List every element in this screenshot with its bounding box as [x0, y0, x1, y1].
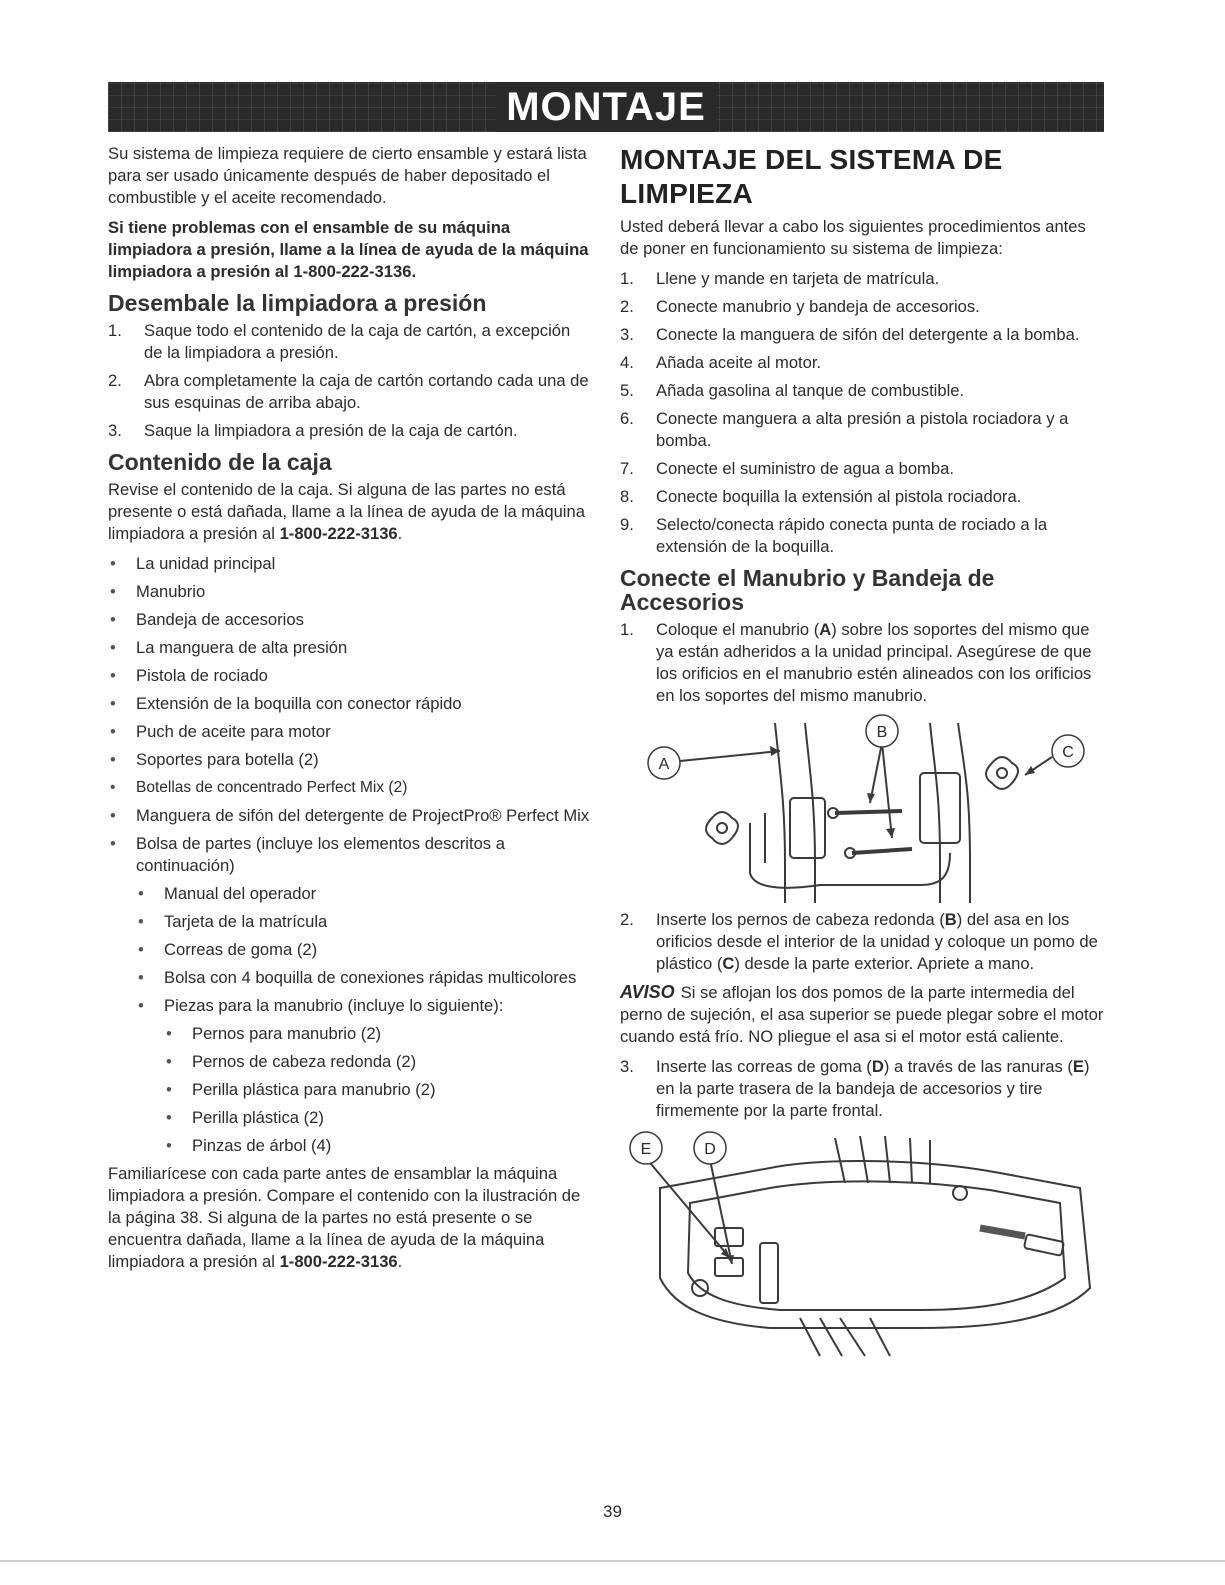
- slot-lower: [715, 1258, 743, 1276]
- scan-edge-divider: [0, 1560, 1225, 1562]
- slot-upper: [715, 1228, 743, 1246]
- unpack-step: 1. Saque todo el contenido de la caja de cartón, a excepción de la limpiadora a presión.: [108, 321, 571, 362]
- assembly-step: 7. Conecte el suministro de agua a bomba.: [620, 459, 954, 478]
- leader-a: [680, 751, 780, 761]
- left-column: [108, 143, 593, 1281]
- list-item-handle-parts: • Piezas para la manubrio (incluye lo siguiente): • Pernos para manubrio (2) • Pernos de cabeza redonda (2) • Perilla plástica para manubrio (2) • Perilla plástica (2) • Pinzas de árbol (4): [136, 995, 593, 1157]
- unpack-steps: [108, 320, 593, 442]
- assembly-intro: Usted deberá llevar a cabo los siguientes procedimientos antes de poner en funcionamiento su sistema de limpieza:: [620, 217, 1086, 258]
- handle-figure: [620, 713, 1105, 903]
- handle-step: 2. Inserte los pernos de cabeza redonda (B) del asa en los orificios desde el interior de la unidad y coloque un pomo de plástico (C) desde la parte exterior. Apriete a mano.: [620, 910, 1098, 973]
- knob-right: [986, 757, 1018, 789]
- label-c: C: [1062, 744, 1074, 761]
- list-item: • Pernos para manubrio (2): [164, 1023, 593, 1045]
- label-d: D: [704, 1141, 716, 1158]
- phone-number: 1-800-222-3136: [279, 1252, 398, 1271]
- assembly-step: 8. Conecte boquilla la extensión al pistola rociadora.: [620, 487, 1022, 506]
- list-item: • La unidad principal: [108, 553, 593, 575]
- handle-steps-2: [620, 909, 1105, 975]
- list-item: • Soportes para botella (2): [108, 749, 593, 771]
- assembly-step: 4. Añada aceite al motor.: [620, 353, 822, 372]
- list-item: • Pernos de cabeza redonda (2): [164, 1051, 593, 1073]
- handle-parts-list: [164, 1023, 593, 1157]
- list-item: • Perilla plástica (2): [164, 1107, 593, 1129]
- leader-b2: [882, 743, 892, 838]
- list-item: • Puch de aceite para motor: [108, 721, 593, 743]
- phone-number: 1-800-222-3136: [279, 524, 398, 543]
- assembly-step: 9. Selecto/conecta rápido conecta punta de rociado a la extensión de la boquilla.: [620, 515, 1048, 556]
- list-item: • Manubrio: [108, 581, 593, 603]
- list-item: • Extensión de la boquilla con conector rápido: [108, 693, 593, 715]
- strap-left: [760, 1243, 778, 1303]
- assembly-steps: [620, 268, 1105, 558]
- strap-right: [1024, 1234, 1064, 1256]
- unpack-step: 2. Abra completamente la caja de cartón cortando cada una de sus esquinas de arriba abajo.: [108, 371, 589, 412]
- list-item: • Bolsa con 4 boquilla de conexiones rápidas multicolores: [136, 967, 593, 989]
- familiarize-paragraph: Familiarícese con cada parte antes de ensamblar la máquina limpiadora a presión. Compare el contenido con la ilustración de la página 38. Si alguna de la partes no está presente o se encuentra dañada, llame a la línea de ayuda de la máquina limpiadora a presión al 1-800-222-3136.: [108, 1164, 581, 1271]
- parts-bag-list: [136, 883, 593, 1157]
- assembly-step: 5. Añada gasolina al tanque de combustible.: [620, 381, 965, 400]
- assembly-step: 2. Conecte manubrio y bandeja de accesorios.: [620, 297, 980, 316]
- section-banner: [108, 82, 1104, 132]
- unpack-step: 3. Saque la limpiadora a presión de la caja de cartón.: [108, 421, 518, 440]
- assembly-step: 1. Llene y mande en tarjeta de matrícula.: [620, 269, 940, 288]
- bolt-upper: [835, 811, 902, 813]
- list-item: • Perilla plástica para manubrio (2): [164, 1079, 593, 1101]
- list-item: • Pistola de rociado: [108, 665, 593, 687]
- assembly-heading: MONTAJE DEL SISTEMA DE LIMPIEZA: [620, 144, 1003, 209]
- handle-steps-3: [620, 1056, 1105, 1122]
- handle-step: 1. Coloque el manubrio (A) sobre los soportes del mismo que ya están adheridos a la unidad principal. Asegúrese de que los orificios en el manubrio estén alineados con los orificios en los soportes del mismo manubrio.: [620, 620, 1092, 705]
- handle-tube-right: [930, 723, 940, 903]
- list-item-parts-bag: • Bolsa de partes (incluye los elementos descritos a continuación) • Manual del operador • Tarjeta de la matrícula • Correas de goma (2) • Bolsa con 4 boquilla de conexiones rápidas multicolores • Piezas para la manubrio (incluye lo siguiente): • Pernos para manubrio (2) • Pernos de cabeza redonda (2) • Perilla plástica para manubrio (2) • Perilla plástica (2) • Pinzas de árbol (4): [108, 833, 593, 1157]
- page-number: 39: [603, 1502, 622, 1521]
- right-column: [620, 143, 1105, 1364]
- label-b: B: [876, 724, 888, 741]
- assembly-step: 6. Conecte manguera a alta presión a pistola rociadora y a bomba.: [620, 409, 1069, 450]
- intro-paragraph: Su sistema de limpieza requiere de cierto ensamble y estará lista para ser usado únicamente después de haber depositado el combustible y el aceite recomendado.: [108, 144, 587, 207]
- box-contents-heading: Contenido de la caja: [108, 449, 332, 475]
- bolt-lower: [852, 849, 912, 853]
- list-item: • Bandeja de accesorios: [108, 609, 593, 631]
- tray-figure: [620, 1128, 1105, 1358]
- knob-left: [706, 812, 738, 844]
- list-item: • Manguera de sifón del detergente de ProjectPro® Perfect Mix: [108, 805, 593, 827]
- banner-title: MONTAJE: [496, 82, 716, 132]
- list-item: • Botellas de concentrado Perfect Mix (2): [108, 777, 593, 799]
- bracket-left: [790, 798, 825, 858]
- notice-paragraph: AVISO Si se aflojan los dos pomos de la parte intermedia del perno de sujeción, el asa superior se puede plegar sobre el motor cuando está frío. NO pliegue el asa si el motor está caliente.: [620, 982, 1104, 1046]
- list-item: • Tarjeta de la matrícula: [136, 911, 593, 933]
- assembly-step: 3. Conecte la manguera de sifón del detergente a la bomba.: [620, 325, 1080, 344]
- label-a: A: [658, 756, 670, 773]
- handle-steps-1: [620, 619, 1105, 707]
- help-line-paragraph: Si tiene problemas con el ensamble de su máquina limpiadora a presión, llame a la línea de ayuda de la máquina limpiadora a presión al 1-800-222-3136.: [108, 218, 589, 281]
- contents-list: [108, 553, 593, 1157]
- list-item: • Pinzas de árbol (4): [164, 1135, 593, 1157]
- unpack-heading: Desembale la limpiadora a presión: [108, 290, 487, 316]
- notice-label: AVISO: [620, 982, 675, 1002]
- handle-step: 3. Inserte las correas de goma (D) a través de las ranuras (E) en la parte trasera de la bandeja de accesorios y tire firmemente por la parte frontal.: [620, 1057, 1090, 1120]
- list-item: • Manual del operador: [136, 883, 593, 905]
- label-e: E: [640, 1141, 652, 1158]
- list-item: • La manguera de alta presión: [108, 637, 593, 659]
- list-item: • Correas de goma (2): [136, 939, 593, 961]
- box-contents-intro: Revise el contenido de la caja. Si alguna de las partes no está presente o está dañada, llame a la línea de ayuda de la máquina limpiadora a presión al 1-800-222-3136.: [108, 480, 585, 543]
- handle-tray-heading: Conecte el Manubrio y Bandeja de Accesorios: [620, 565, 995, 615]
